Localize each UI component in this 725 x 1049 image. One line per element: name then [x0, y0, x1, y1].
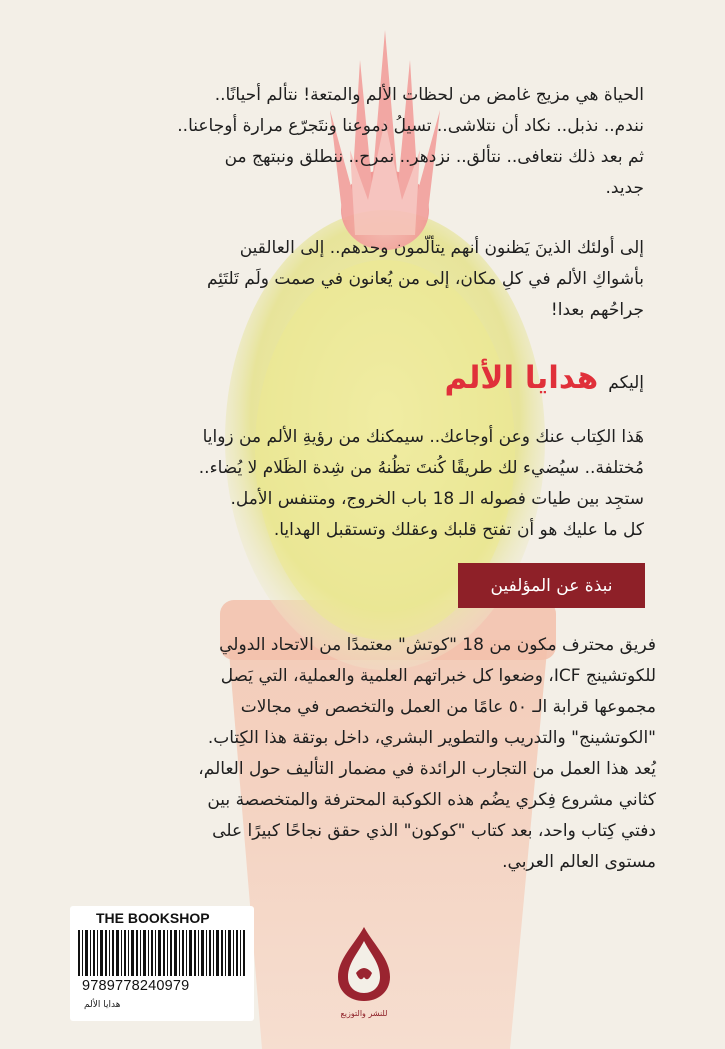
authors-line: كثاني مشروع فِكري يضُم هذه الكوكبة المحترفة والمتخصصة بين: [207, 790, 656, 810]
authors-paragraph: [88, 630, 656, 878]
publisher-logo: [333, 925, 395, 1021]
store-name: THE BOOKSHOP: [96, 910, 210, 926]
drop-logo-icon: [336, 925, 392, 1003]
intro-line: ثم بعد ذلك نتعافى.. نتألق.. نزدهر.. نمرح.. ننطلق ونبتهج من: [224, 147, 644, 167]
intro-line: الحياة هي مزيج غامض من لحظات الألم والمتعة! نتألم أحيانًا..: [214, 85, 644, 105]
dedication-line: جراحُهم بعدا!: [550, 300, 644, 320]
about-book-paragraph: [88, 422, 644, 546]
barcode-sticker: [70, 906, 254, 1021]
authors-section-title: نبذة عن المؤلفين: [458, 563, 645, 608]
book-title: هدايا الألم: [444, 360, 599, 396]
authors-line: مستوى العالم العربي.: [502, 852, 656, 872]
authors-line: "الكوتشينج" والتدريب والتطوير البشري، داخل بوتقة هذا الكِتاب.: [207, 728, 656, 748]
about-line: هَذا الكِتاب عنك وعن أوجاعك.. سيمكنك من رؤيةِ الألم من زوايا: [202, 427, 644, 447]
dedication-line: إلى أولئك الذينَ يَظنون أنهم يتألّمون وحدهم.. إلى العالقين: [239, 238, 644, 258]
intro-line: جديد.: [605, 178, 644, 198]
intro-line: نندم.. نذبل.. نكاد أن نتلاشى.. تسيلُ دموعنا ونتَجرّع مرارة أوجاعنا..: [177, 116, 644, 136]
dedication-paragraph: [88, 233, 644, 326]
authors-line: دفتي كِتاب واحد، بعد كتاب "كوكون" الذي حقق نجاحًا كبيرًا على: [212, 821, 656, 841]
authors-line: يُعد هذا العمل من التجارب الرائدة في مضمار التأليف حول العالم،: [198, 759, 656, 779]
publisher-tagline: للنشر والتوزيع: [340, 1009, 388, 1018]
sticker-book-title: هدايا الألم: [84, 1000, 121, 1010]
barcode-icon: [78, 930, 246, 976]
authors-line: مجموعها قرابة الـ ٥٠ عامًا من العمل والتخصص في مجالات: [240, 697, 656, 717]
intro-paragraph: [88, 80, 644, 204]
about-line: كل ما عليك هو أن تفتح قلبك وعقلك وتستقبل الهدايا.: [273, 520, 644, 540]
authors-line: فريق محترف مكون من 18 "كوتش" معتمدًا من الاتحاد الدولي: [219, 635, 656, 655]
about-line: ستجِد بين طيات فصوله الـ 18 باب الخروج، ومتنفس الأمل.: [230, 489, 644, 509]
about-line: مُختلفة.. سيُضيء لك طريقًا كُنتَ تظُنهُ من شِدة الظَلام لا يُضاء..: [198, 458, 644, 478]
authors-line: للكوتشينج ICF، وضعوا كل خبراتهم العلمية والعملية، التي يَصل: [220, 666, 656, 686]
heading-lead: إليكم: [608, 373, 644, 393]
dedication-line: بأشواكِ الألم في كلِ مكان، إلى من يُعانون في صمت ولَم تَلتَئِم: [206, 269, 644, 289]
book-title-heading: [444, 360, 644, 396]
isbn-number: 9789778240979: [82, 978, 190, 994]
